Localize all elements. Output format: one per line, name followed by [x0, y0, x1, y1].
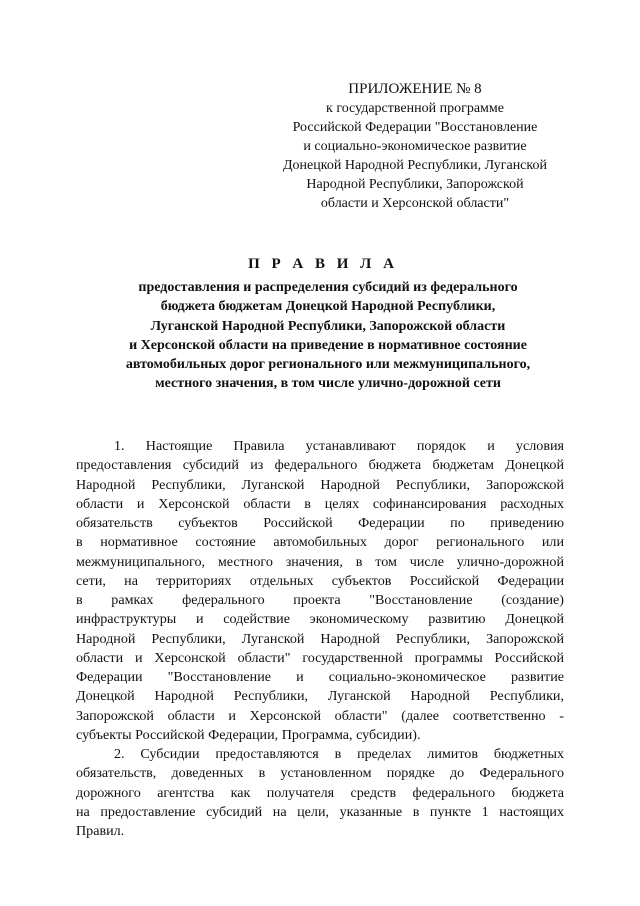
subtitle-line: предоставления и распределения субсидий из федерального	[138, 280, 518, 295]
annex-line: и социально-экономическое развитие	[303, 139, 527, 154]
subtitle-line: бюджета бюджетам Донецкой Народной Республики,	[160, 299, 496, 315]
paragraph-line: субъекты Российской Федерации, Программа, субсидии).	[76, 726, 421, 743]
paragraph-line: Федерации "Восстановление и социально-экономическое развитие	[76, 669, 564, 685]
paragraph-line: на предоставление субсидий на цели, указанные в пункте 1 настоящих	[76, 803, 564, 820]
paragraph-line: 2. Субсидии предоставляются в пределах лимитов бюджетных	[114, 746, 564, 762]
document-subtitle	[80, 278, 576, 394]
annex-line: Донецкой Народной Республики, Луганской	[283, 158, 547, 173]
paragraph-line: сети, на территориях отдельных субъектов Российской Федерации	[76, 572, 564, 589]
paragraph-line: обязательств субъектов Российской Федерации по приведению	[76, 515, 564, 531]
paragraph-line: межмуниципального, местного значения, в том числе улично-дорожной	[76, 553, 564, 570]
paragraph-line: Народной Республики, Луганской Народной Республики, Запорожской	[76, 476, 564, 493]
paragraph-line: Донецкой Народной Республики, Луганской Народной Республики,	[76, 688, 564, 705]
annex-line: Народной Республики, Запорожской	[306, 177, 524, 192]
subtitle-line: автомобильных дорог регионального или межмуниципального,	[125, 357, 531, 373]
paragraph-line: дорожного агентства как получателя средств федерального бюджета	[76, 784, 564, 801]
subtitle-line: и Херсонской области на приведение в нормативное состояние	[129, 337, 527, 353]
paragraph-line: в нормативное состояние автомобильных дорог регионального или	[76, 534, 564, 551]
paragraph-line: в рамках федерального проекта "Восстановление (создание)	[76, 592, 564, 608]
paragraph-line: инфраструктуры и содействие экономическому развитию Донецкой	[76, 611, 564, 628]
document-body	[76, 437, 564, 841]
paragraph-line: обязательств, доведенных в установленном порядке до Федерального	[76, 765, 564, 782]
annex-line: к государственной программе	[326, 101, 504, 116]
annex-header	[262, 80, 568, 213]
annex-line: ПРИЛОЖЕНИЕ № 8	[348, 81, 482, 97]
paragraph-line: Народной Республики, Луганской Народной Республики, Запорожской	[76, 630, 564, 647]
subtitle-line: Луганской Народной Республики, Запорожской области	[150, 318, 506, 334]
paragraph-2	[76, 745, 564, 841]
subtitle-line: местного значения, в том числе улично-дорожной сети	[155, 376, 501, 392]
paragraph-1	[76, 437, 564, 745]
paragraph-line: 1. Настоящие Правила устанавливают порядок и условия	[114, 438, 564, 454]
paragraph-line: области и Херсонской области" государственной программы Российской	[76, 649, 564, 666]
paragraph-line: Запорожской области и Херсонской области" (далее соответственно -	[76, 707, 564, 724]
annex-line: Российской Федерации "Восстановление	[292, 120, 538, 135]
annex-line: области и Херсонской области"	[320, 196, 510, 211]
paragraph-line: предоставления субсидий из федерального бюджета бюджетам Донецкой	[76, 457, 564, 474]
document-title: П Р А В И Л А	[248, 256, 398, 272]
paragraph-line: Правил.	[76, 823, 125, 839]
paragraph-line: области и Херсонской области в целях софинансирования расходных	[76, 495, 564, 512]
